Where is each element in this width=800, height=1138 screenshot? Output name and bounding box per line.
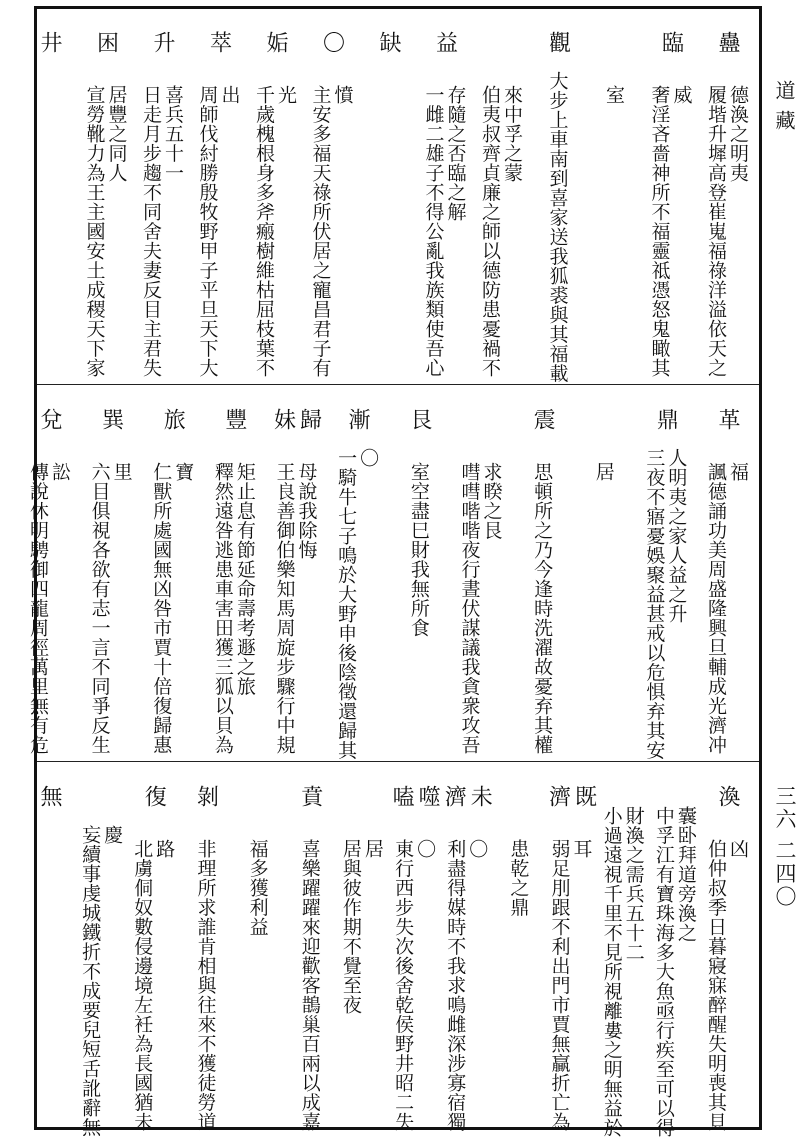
verse-text: 室 bbox=[603, 85, 625, 105]
verse-text: 人明夷之家人益之升 三夜不寤憂娛聚益甚戒以危惧弃其安 bbox=[643, 448, 688, 760]
hexagram-heading: 〇 bbox=[319, 31, 345, 59]
hexagram-heading: 旅 bbox=[160, 408, 186, 436]
verse-text: 居 bbox=[592, 462, 615, 482]
text-column bbox=[196, 11, 241, 383]
verse-text: 〇 一騎牛七子鳴於大野申後陰徵還歸其 bbox=[335, 448, 380, 760]
verse-text: 求睽之艮 嘒嘒喈喈夜行晝伏謀議我貪衆攻吾 bbox=[458, 462, 503, 755]
text-column bbox=[705, 11, 749, 383]
text-column bbox=[458, 388, 503, 760]
divider-2 bbox=[37, 761, 759, 762]
verse-text: 來中孚之蒙 伯夷叔齊貞廉之師以德防患憂禍不 bbox=[479, 85, 523, 378]
hexagram-heading: 艮 bbox=[406, 408, 432, 436]
verse-text: 非理所求誰肯相與往來不獲徒勞道 bbox=[194, 839, 217, 1132]
verse-text: 德渙之明夷 履堦升墀高登崔嵬福祿洋溢依天之 bbox=[705, 85, 749, 378]
text-column bbox=[30, 765, 68, 1137]
verse-text: 福 諷德誦功美周盛隆興旦輔成光濟冲 bbox=[705, 462, 749, 755]
verse-text: 路 北虜侗奴數侵邊境左衽為長國猶未 bbox=[131, 839, 176, 1132]
verse-text: 存隨之否臨之解 一雌二雄子不得公亂我族類使吾心 bbox=[422, 85, 467, 378]
verse-text: 寶 仁獸所處國無凶咎市賈十倍復歸惠 bbox=[150, 462, 195, 755]
hexagram-heading: 井 bbox=[37, 31, 62, 59]
text-column bbox=[27, 388, 71, 760]
text-column bbox=[499, 765, 537, 1137]
verse-text: 出 周師伐紂勝殷牧野甲子平旦天下大 bbox=[196, 85, 241, 378]
hexagram-heading: 噬嗑 bbox=[389, 785, 441, 813]
text-column bbox=[30, 11, 68, 383]
text-column bbox=[150, 388, 195, 760]
hexagram-heading: 缺 bbox=[376, 31, 401, 59]
margin-bottom-right: 三六 二四〇 bbox=[773, 785, 797, 909]
verse-text: 憤 主安多福天祿所伏居之寵昌君子有 bbox=[309, 85, 354, 378]
text-column bbox=[479, 11, 523, 383]
hexagram-heading: 未濟 bbox=[441, 785, 493, 813]
hexagram-heading: 復 bbox=[141, 785, 167, 813]
hexagram-heading: 既濟 bbox=[545, 785, 597, 813]
text-band-2 bbox=[27, 388, 759, 760]
text-column bbox=[291, 765, 329, 1137]
hexagram-heading: 益 bbox=[432, 31, 458, 59]
hexagram-heading: 渙 bbox=[715, 785, 740, 813]
verse-text: 里 六目俱視各欲有志一言不同爭反生 bbox=[88, 462, 133, 755]
verse-text: 威 奢淫吝嗇神所不福靈祗憑怒鬼瞰其 bbox=[648, 85, 693, 378]
text-column bbox=[270, 388, 322, 760]
verse-text: 財渙之需兵五十二 小過遠視千里不見所視離婁之明無益於 bbox=[600, 805, 645, 1137]
text-column bbox=[88, 388, 133, 760]
text-column bbox=[539, 11, 577, 383]
verse-text: 母說我除悔 王良善御伯樂知馬周旋步驟行中規 bbox=[273, 462, 318, 755]
verse-text: 患乾之鼎 bbox=[507, 839, 530, 917]
verse-text: 〇 東行西步失次後舍乾侯野井昭二失 bbox=[392, 839, 437, 1132]
text-column bbox=[369, 11, 407, 383]
verse-text: 耳 弱足刖跟不利出門市賈無贏折亡為 bbox=[548, 839, 593, 1132]
divider-1 bbox=[37, 384, 759, 385]
text-column bbox=[309, 11, 354, 383]
verse-text: 〇 利盡得媒時不我求鳴雌深涉寡宿獨 bbox=[444, 839, 489, 1132]
text-column bbox=[705, 388, 749, 760]
text-column bbox=[705, 765, 749, 1137]
verse-text: 凶 伯仲叔季日暮寢寐醉醒失明喪其貝 bbox=[705, 839, 749, 1132]
text-column bbox=[186, 765, 224, 1137]
text-column bbox=[335, 388, 380, 760]
hexagram-heading: 無 bbox=[37, 785, 62, 813]
hexagram-heading: 豐 bbox=[221, 408, 247, 436]
hexagram-heading: 賁 bbox=[297, 785, 323, 813]
hexagram-heading: 剝 bbox=[193, 785, 219, 813]
text-column bbox=[600, 765, 645, 1137]
hexagram-heading: 姤 bbox=[263, 31, 288, 59]
verse-text: 室空盡巳財我無所食 bbox=[407, 462, 430, 638]
verse-text: 囊卧拜道旁渙之 中孚江有寶珠海多大魚亟行疾至可以得 bbox=[652, 805, 697, 1137]
text-column bbox=[131, 765, 176, 1137]
verse-text: 慶 妄續事虔城鐵折不成要兒短舌訛辭無 bbox=[79, 825, 124, 1137]
verse-text: 大步上車南到喜家送我狐裘與其福載 bbox=[546, 71, 569, 383]
text-column bbox=[253, 11, 297, 383]
hexagram-heading: 困 bbox=[93, 31, 119, 59]
verse-text: 喜兵五十一 日走月步趨不同舍夫妻反目主君失 bbox=[140, 85, 184, 378]
hexagram-heading: 震 bbox=[530, 408, 556, 436]
text-column bbox=[422, 11, 467, 383]
text-column bbox=[140, 11, 184, 383]
text-column bbox=[83, 11, 128, 383]
hexagram-heading: 升 bbox=[150, 31, 175, 59]
verse-text: 矩止息有節延命壽考遯之旅 釋然遠咎逃患車害田獲三狐以貝為 bbox=[211, 462, 256, 755]
text-column bbox=[585, 388, 623, 760]
text-column bbox=[339, 765, 384, 1137]
text-column bbox=[545, 765, 597, 1137]
hexagram-heading: 巽 bbox=[98, 408, 124, 436]
hexagram-heading: 歸妹 bbox=[270, 408, 322, 436]
hexagram-heading: 漸 bbox=[345, 408, 371, 436]
text-band-1 bbox=[37, 11, 759, 383]
hexagram-heading: 蠱 bbox=[715, 31, 740, 59]
text-column bbox=[389, 765, 441, 1137]
text-column bbox=[523, 388, 561, 760]
text-column bbox=[643, 388, 688, 760]
hexagram-heading: 鼎 bbox=[653, 408, 679, 436]
text-column bbox=[211, 388, 256, 760]
text-column bbox=[239, 765, 277, 1137]
hexagram-heading: 兌 bbox=[37, 408, 62, 436]
hexagram-heading: 萃 bbox=[206, 31, 232, 59]
text-column bbox=[595, 11, 633, 383]
verse-text: 喜樂躍躍來迎歡客鵲巢百兩以成嘉 bbox=[298, 839, 321, 1132]
verse-text: 訟 傳說休明騁御四龍周徑萬里無有危 bbox=[27, 462, 71, 755]
margin-top-right: 道藏 bbox=[772, 80, 796, 140]
text-column bbox=[79, 765, 124, 1137]
text-band-3 bbox=[37, 765, 759, 1137]
hexagram-heading: 觀 bbox=[545, 31, 571, 59]
verse-text: 居豐之同人 宣勞靴力為王主國安土成稷天下家 bbox=[83, 85, 128, 378]
verse-text: 思頓所之乃今逢時洗濯故憂弃其權 bbox=[531, 462, 554, 755]
text-column bbox=[652, 765, 697, 1137]
page-frame bbox=[27, 6, 762, 1137]
verse-text: 光 千歲槐根身多斧瘢樹維枯屈枝葉不 bbox=[253, 85, 297, 378]
hexagram-heading: 革 bbox=[715, 408, 740, 436]
verse-text: 福多獲利益 bbox=[246, 839, 269, 937]
hexagram-heading: 臨 bbox=[658, 31, 684, 59]
text-column bbox=[400, 388, 438, 760]
text-column bbox=[648, 11, 693, 383]
text-column bbox=[441, 765, 493, 1137]
verse-text: 居 居與彼作期不覺至夜 bbox=[339, 839, 384, 1015]
